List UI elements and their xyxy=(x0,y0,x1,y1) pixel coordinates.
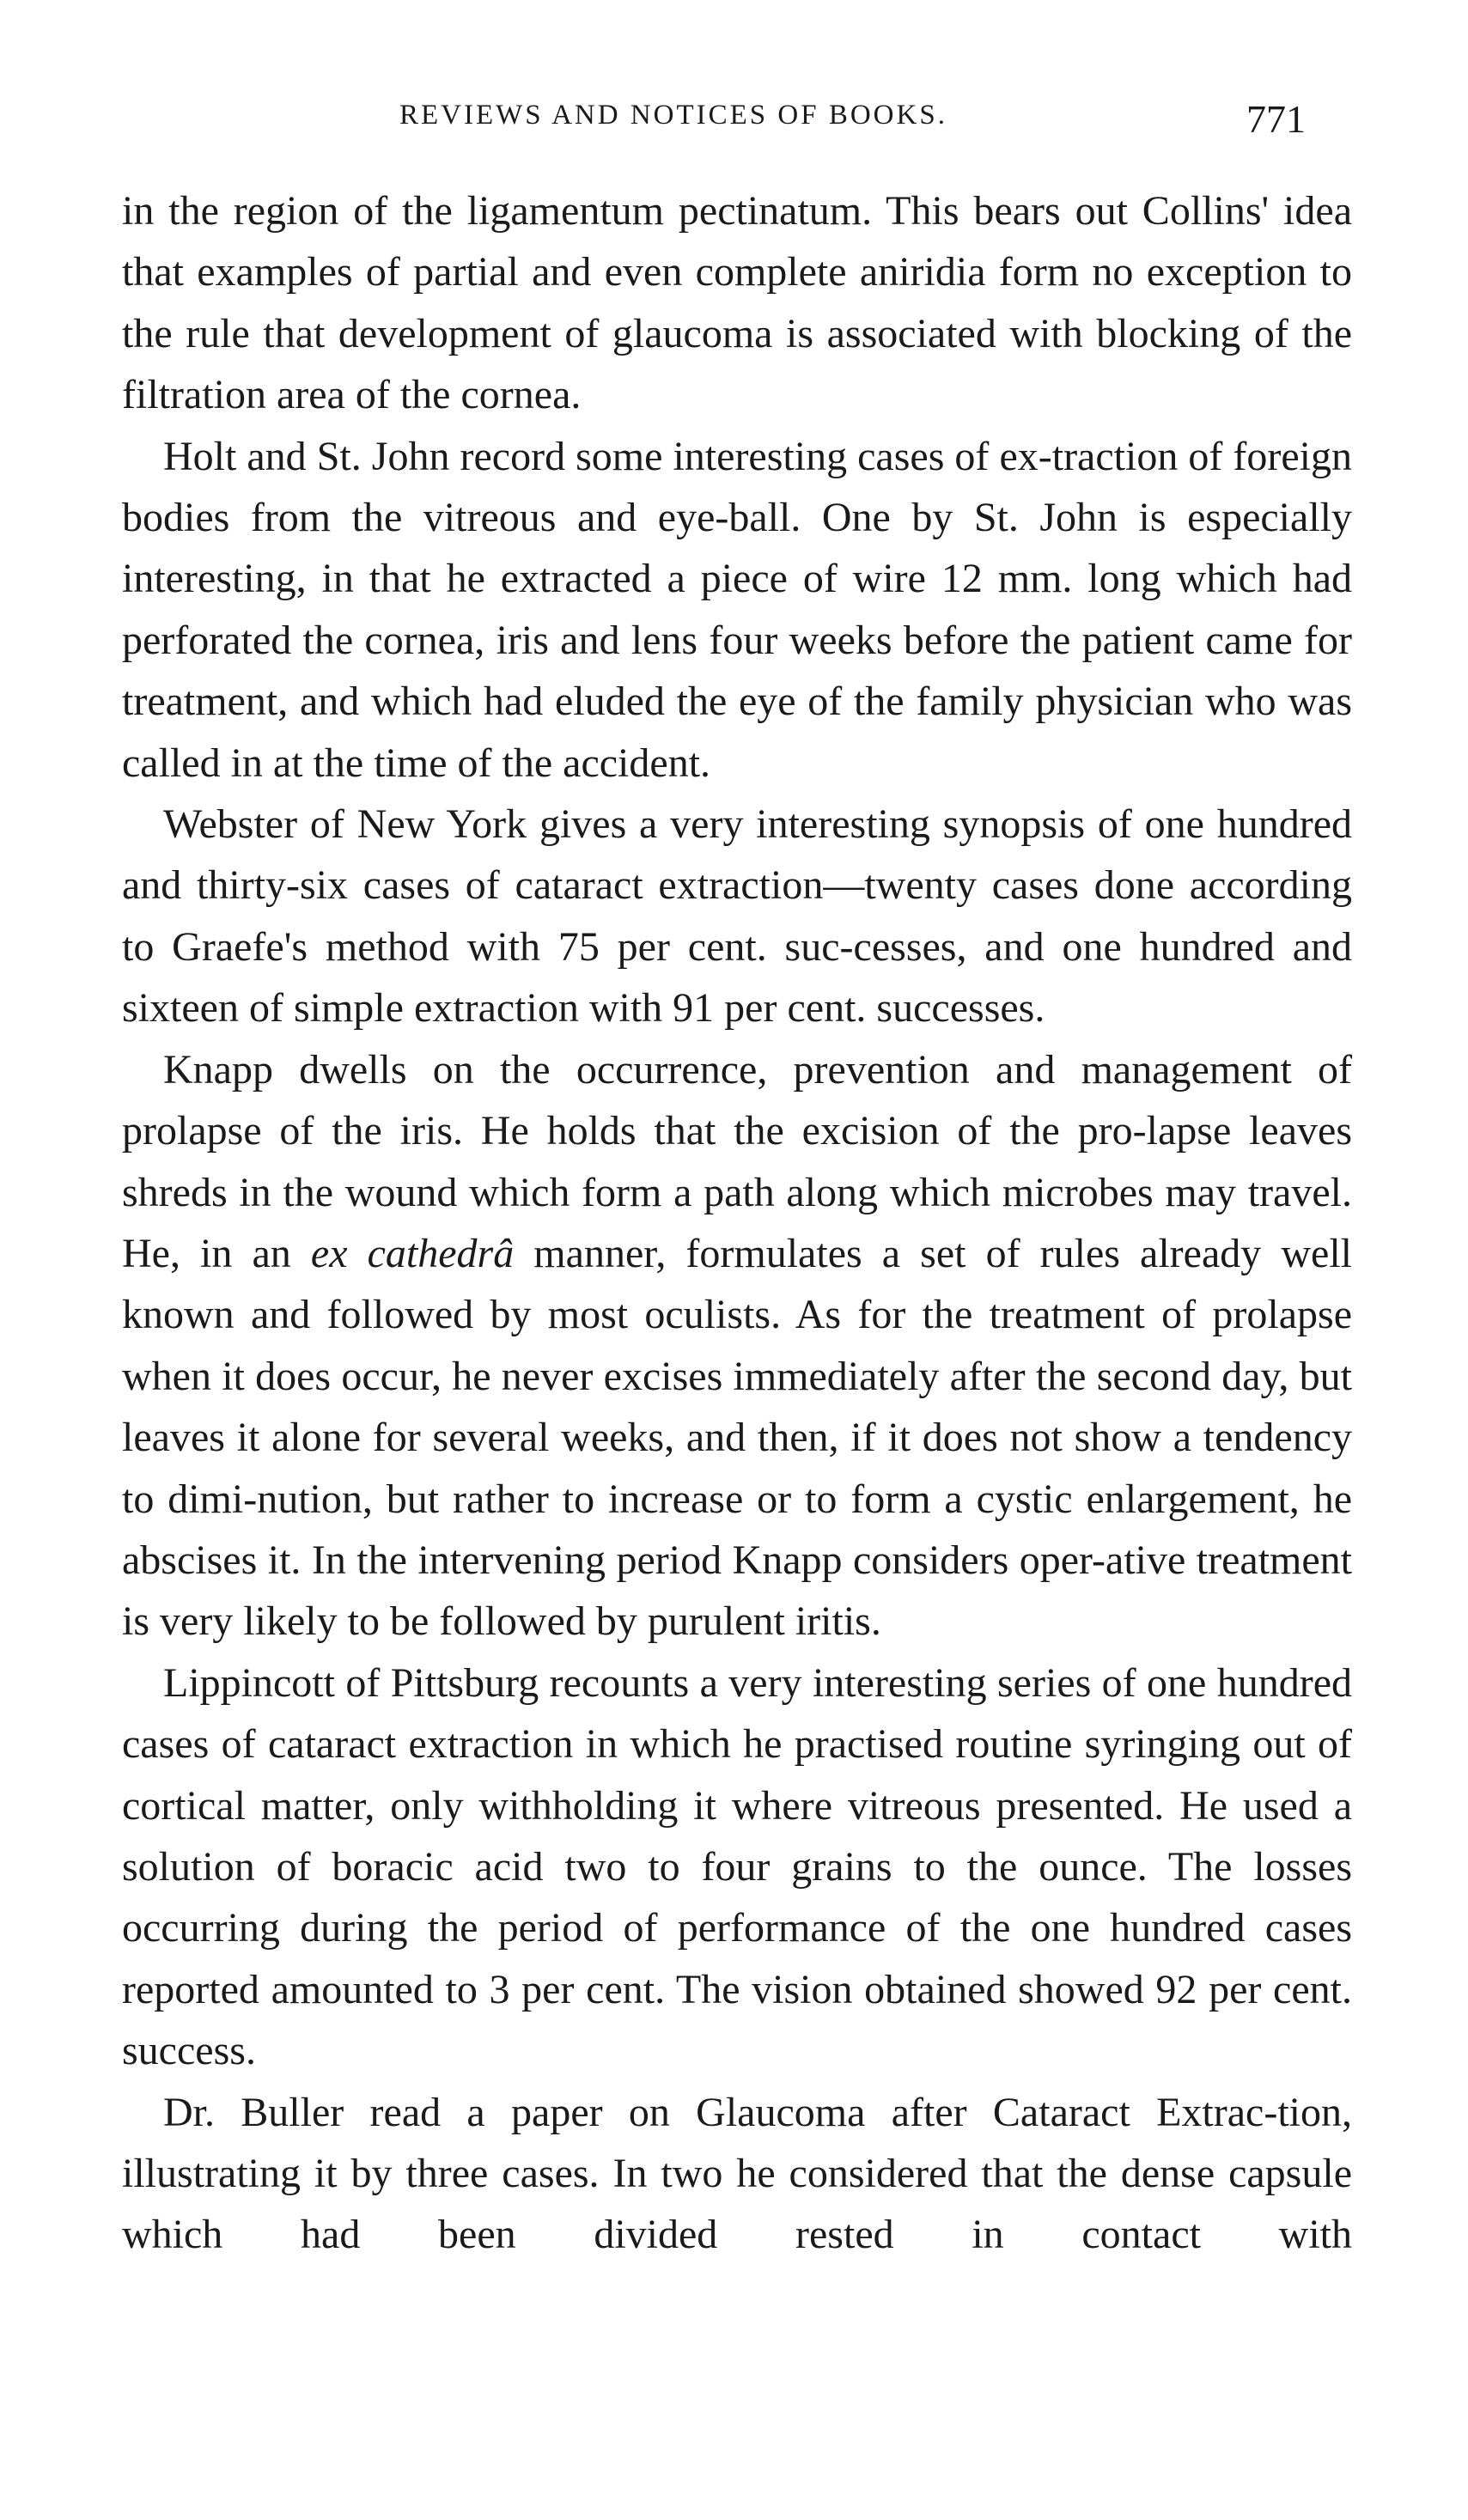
paragraph-knapp xyxy=(122,1039,1352,1653)
page-number: 771 xyxy=(1246,97,1306,141)
running-title: REVIEWS AND NOTICES OF BOOKS. xyxy=(399,100,947,131)
paragraph-holt-st-john: Holt and St. John record some interesting cases of ex-traction of foreign bodies from the vitreous and eye-ball. One by St. John is especially interesting, in that he extracted a piece of wire 12 mm. long which had perforated the cornea, iris and lens four weeks before the patient came for treatment, and which had eluded the eye of the family physician who was called in at the time of the accident. xyxy=(122,433,1352,786)
paragraph-lippincott: Lippincott of Pittsburg recounts a very interesting series of one hundred cases of cataract extraction in which he practised routine syringing out of cortical matter, only withholding it where vitreous presented. He used a solution of boracic acid two to four grains to the ounce. The losses occurring during the period of performance of the one hundred cases reported amounted to 3 per cent. The vision obtained showed 92 per cent. success. xyxy=(122,1659,1352,2074)
body-text xyxy=(122,180,1352,2266)
paragraph-buller: Dr. Buller read a paper on Glaucoma after Cataract Extrac-tion, illustrating it by three cases. In two he considered that the dense capsule which had been divided rested in contact with xyxy=(122,2089,1352,2258)
knapp-text-before: Knapp dwells on the occurrence, prevention and management of prolapse of the iris. He holds that the excision of the pro-lapse leaves shreds in the wound which form a path along which microbes may travel. He, in an xyxy=(122,1046,1352,1276)
running-head xyxy=(0,96,1468,148)
knapp-text-after: manner, formulates a set of rules already well known and followed by most oculists. As for the treatment of prolapse when it does occur, he never excises immediately after the second day, but leaves it alone for several weeks, and then, if it does not show a tendency to dimi-nution, but rather to increase or to form a cystic enlargement, he abscises it. In the intervening period Knapp considers oper-ative treatment is very likely to be followed by purulent iritis. xyxy=(122,1230,1353,1645)
knapp-italic-phrase: ex cathedrâ xyxy=(310,1230,515,1276)
paragraph-aniridia-continued: in the region of the ligamentum pectinatum. This bears out Collins' idea that examples of partial and even complete aniridia form no exception to the rule that development of glaucoma is associated with blocking of the filtration area of the cornea. xyxy=(122,188,1352,418)
paragraph-webster: Webster of New York gives a very interesting synopsis of one hundred and thirty-six cases of cataract extraction—twenty cases done according to Graefe's method with 75 per cent. suc-cesses, and one hundred and sixteen of simple extraction with 91 per cent. successes. xyxy=(122,801,1352,1032)
